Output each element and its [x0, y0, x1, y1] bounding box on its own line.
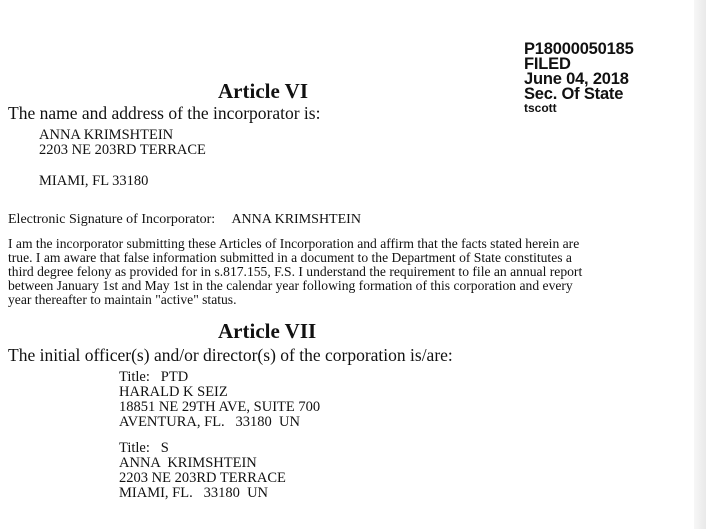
document-number: P18000050185 [524, 40, 634, 58]
incorporator-city: MIAMI, FL 33180 [39, 173, 149, 189]
officer-street: 18851 NE 29TH AVE, SUITE 700 [119, 399, 321, 415]
officer-name: HARALD K SEIZ [119, 384, 228, 400]
signature-name: ANNA KRIMSHTEIN [231, 212, 361, 227]
officer-title: Title: S [119, 440, 169, 456]
officer-block [119, 441, 286, 501]
officer-city: AVENTURA, FL. 33180 UN [119, 414, 300, 430]
officer-block [119, 370, 320, 430]
filing-date: June 04, 2018 [524, 70, 629, 88]
article-7-heading: Article VII [218, 319, 317, 343]
affirmation-line: I am the incorporator submitting these Articles of Incorporation and affirm that the facts stated herein are [8, 236, 580, 251]
affirmation-line: year thereafter to maintain "active" status. [8, 292, 237, 307]
affirmation-line: third degree felony as provided for in s.817.155, F.S. I understand the requirement to file an annual report [8, 264, 583, 279]
incorporator-address [39, 128, 206, 158]
incorporator-city-block [39, 174, 148, 189]
article-6-lead: The name and address of the incorporator is: [8, 103, 321, 123]
filing-user: tscott [524, 101, 557, 115]
filing-office: Sec. Of State [524, 85, 624, 103]
officer-title: Title: PTD [119, 369, 189, 385]
signature-label: Electronic Signature of Incorporator: [8, 212, 216, 227]
page-edge-shadow [694, 0, 706, 529]
filing-stamp [524, 42, 634, 114]
article-6-heading: Article VI [218, 79, 308, 103]
incorporator-name: ANNA KRIMSHTEIN [39, 127, 174, 143]
signature-line [8, 212, 361, 227]
affirmation-line: true. I am aware that false information submitted in a document to the Department of State constitutes a [8, 250, 572, 265]
officer-street: 2203 NE 203RD TERRACE [119, 470, 286, 486]
officer-name: ANNA KRIMSHTEIN [119, 455, 257, 471]
article-7-lead: The initial officer(s) and/or director(s) of the corporation is/are: [8, 345, 453, 365]
affirmation-paragraph [8, 237, 684, 307]
incorporator-street: 2203 NE 203RD TERRACE [39, 142, 206, 158]
officer-city: MIAMI, FL. 33180 UN [119, 485, 269, 501]
filing-status: FILED [524, 55, 571, 73]
affirmation-line: between January 1st and May 1st in the calendar year following formation of this corporation and every [8, 278, 573, 293]
